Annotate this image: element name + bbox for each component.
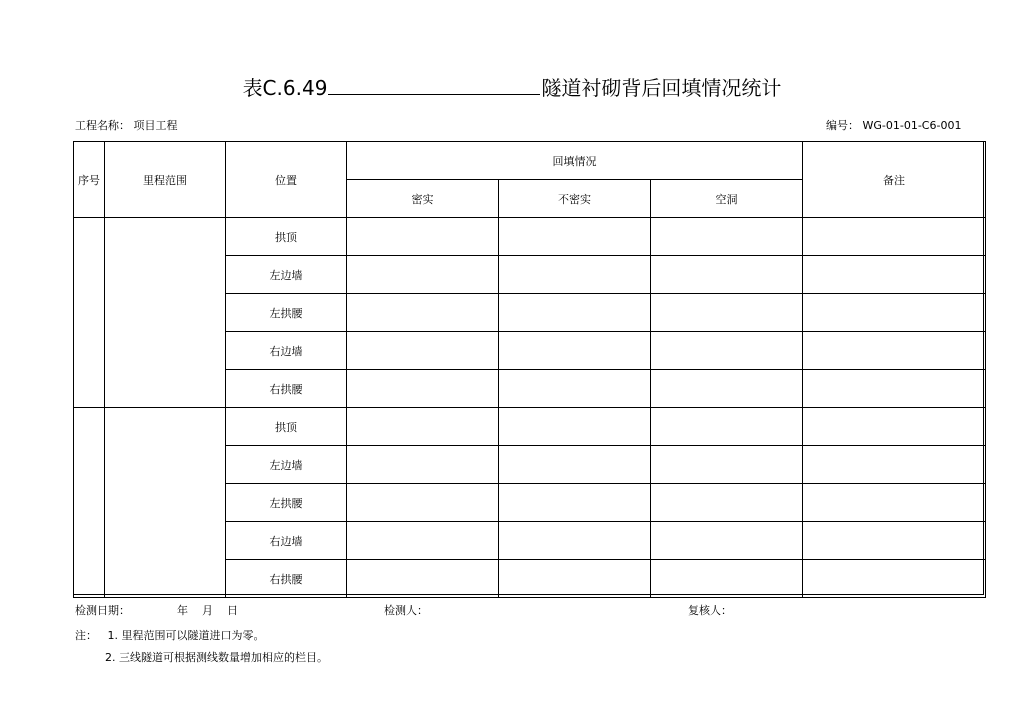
void-cell[interactable] <box>651 522 803 560</box>
reviewer-label: 复核人： <box>688 604 732 617</box>
mileage-cell[interactable] <box>105 408 226 598</box>
remarks-cell[interactable] <box>803 332 986 370</box>
header-backfill: 回填情况 <box>347 142 803 180</box>
header-dense: 密实 <box>347 180 499 218</box>
remarks-cell[interactable] <box>803 218 986 256</box>
remarks-cell[interactable] <box>803 484 986 522</box>
dense-cell[interactable] <box>347 408 499 446</box>
not-dense-cell[interactable] <box>499 408 651 446</box>
project-name <box>75 119 178 133</box>
remarks-cell[interactable] <box>803 522 986 560</box>
table-row <box>74 218 986 256</box>
dense-cell[interactable] <box>347 560 499 598</box>
dense-cell[interactable] <box>347 218 499 256</box>
code-label: 编号： <box>826 119 859 132</box>
dense-cell[interactable] <box>347 256 499 294</box>
code-value: WG-01-01-C6-001 <box>862 119 962 132</box>
document-title <box>0 74 1024 102</box>
project-value: 项目工程 <box>133 119 178 132</box>
header-void: 空洞 <box>651 180 803 218</box>
date-day: 日 <box>227 604 238 617</box>
notes-line-2 <box>105 651 328 665</box>
position-cell: 右拱腰 <box>226 370 347 408</box>
position-cell: 拱顶 <box>226 408 347 446</box>
remarks-cell[interactable] <box>803 560 986 598</box>
seq-cell[interactable] <box>74 408 105 598</box>
position-cell: 左边墙 <box>226 446 347 484</box>
not-dense-cell[interactable] <box>499 522 651 560</box>
not-dense-cell[interactable] <box>499 484 651 522</box>
inspection-date <box>75 604 130 618</box>
void-cell[interactable] <box>651 218 803 256</box>
title-suffix: 隧道衬砌背后回填情况统计 <box>541 76 782 100</box>
dense-cell[interactable] <box>347 446 499 484</box>
dense-cell[interactable] <box>347 522 499 560</box>
dense-cell[interactable] <box>347 484 499 522</box>
void-cell[interactable] <box>651 484 803 522</box>
header-mileage: 里程范围 <box>105 142 226 218</box>
position-cell: 左拱腰 <box>226 294 347 332</box>
void-cell[interactable] <box>651 408 803 446</box>
title-prefix: 表C.6.49 <box>242 76 328 100</box>
position-cell: 左边墙 <box>226 256 347 294</box>
table-row <box>74 408 986 446</box>
position-cell: 右边墙 <box>226 522 347 560</box>
not-dense-cell[interactable] <box>499 446 651 484</box>
date-label: 检测日期： <box>75 604 130 617</box>
not-dense-cell[interactable] <box>499 332 651 370</box>
header-not-dense: 不密实 <box>499 180 651 218</box>
remarks-cell[interactable] <box>803 408 986 446</box>
header-remarks: 备注 <box>803 142 986 218</box>
notes-prefix: 注： <box>75 629 97 642</box>
void-cell[interactable] <box>651 294 803 332</box>
not-dense-cell[interactable] <box>499 256 651 294</box>
void-cell[interactable] <box>651 332 803 370</box>
remarks-cell[interactable] <box>803 294 986 332</box>
not-dense-cell[interactable] <box>499 370 651 408</box>
title-blank-line <box>328 74 540 95</box>
not-dense-cell[interactable] <box>499 218 651 256</box>
void-cell[interactable] <box>651 560 803 598</box>
note-item: 2. 三线隧道可根据测线数量增加相应的栏目。 <box>105 651 328 664</box>
dense-cell[interactable] <box>347 294 499 332</box>
date-month: 月 <box>202 604 213 617</box>
void-cell[interactable] <box>651 446 803 484</box>
date-year: 年 <box>177 604 188 617</box>
dense-cell[interactable] <box>347 332 499 370</box>
position-cell: 右拱腰 <box>226 560 347 598</box>
project-label: 工程名称： <box>75 119 130 132</box>
void-cell[interactable] <box>651 256 803 294</box>
remarks-cell[interactable] <box>803 446 986 484</box>
inspector-label: 检测人： <box>384 604 428 617</box>
header-position: 位置 <box>226 142 347 218</box>
seq-cell[interactable] <box>74 218 105 408</box>
position-cell: 拱顶 <box>226 218 347 256</box>
mileage-cell[interactable] <box>105 218 226 408</box>
backfill-table <box>73 141 986 598</box>
note-item: 1. 里程范围可以隧道进口为零。 <box>107 629 265 642</box>
position-cell: 右边墙 <box>226 332 347 370</box>
void-cell[interactable] <box>651 370 803 408</box>
remarks-cell[interactable] <box>803 256 986 294</box>
header-seq: 序号 <box>74 142 105 218</box>
not-dense-cell[interactable] <box>499 560 651 598</box>
dense-cell[interactable] <box>347 370 499 408</box>
position-cell: 左拱腰 <box>226 484 347 522</box>
notes-line-1 <box>75 629 265 643</box>
remarks-cell[interactable] <box>803 370 986 408</box>
document-code <box>826 119 961 133</box>
not-dense-cell[interactable] <box>499 294 651 332</box>
